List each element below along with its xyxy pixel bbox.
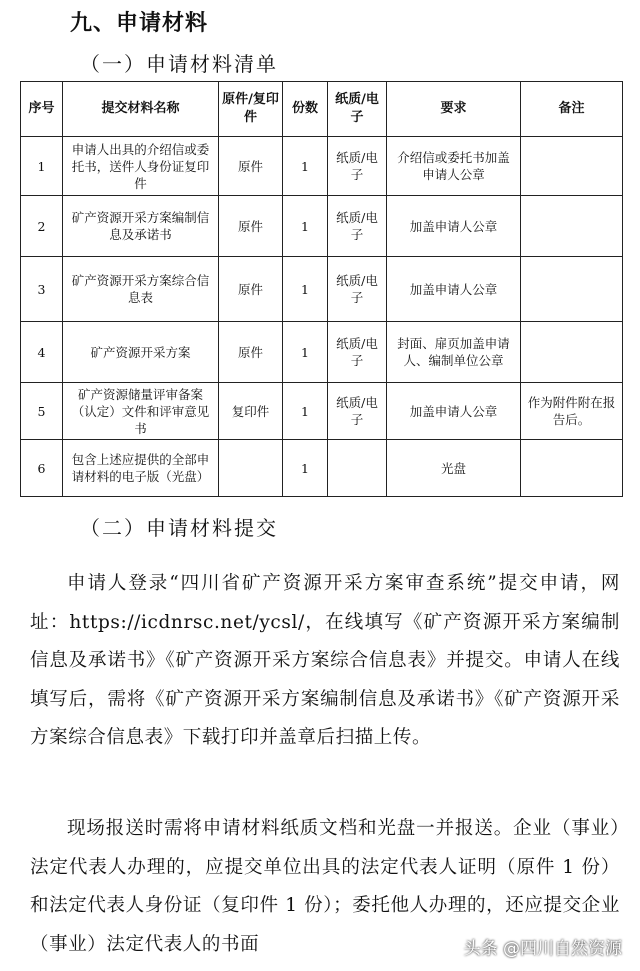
- cell-no: 4: [21, 322, 63, 383]
- paragraph-onsite-submission: 现场报送时需将申请材料纸质文档和光盘一并报送。企业（事业）法定代表人办理的，应提交单位出具的法定代表人证明（原件 1 份）和法定代表人身份证（复印件 1 份）；委托他人办理的，还应提交企业（事业）法定代表人的书面: [30, 818, 620, 955]
- header-requirement: 要求: [387, 82, 521, 137]
- cell-no: 6: [21, 440, 63, 497]
- cell-requirement: 光盘: [387, 440, 521, 497]
- table-row: [21, 322, 623, 383]
- cell-type: 原件: [219, 257, 283, 322]
- cell-type: [219, 440, 283, 497]
- cell-media: 纸质/电子: [328, 137, 387, 196]
- cell-note: [521, 322, 623, 383]
- cell-count: 1: [283, 257, 328, 322]
- cell-note: [521, 137, 623, 196]
- header-name: 提交材料名称: [63, 82, 219, 137]
- header-note: 备注: [521, 82, 623, 137]
- section-title: 九、申请材料: [70, 11, 209, 36]
- cell-name: 包含上述应提供的全部申请材料的电子版（光盘）: [63, 440, 219, 497]
- cell-count: 1: [283, 137, 328, 196]
- cell-type: 原件: [219, 322, 283, 383]
- cell-no: 1: [21, 137, 63, 196]
- cell-name: 矿产资源开采方案编制信息及承诺书: [63, 196, 219, 257]
- cell-note: 作为附件附在报告后。: [521, 383, 623, 440]
- table-header-row: [21, 82, 623, 137]
- cell-name: 矿产资源储量评审备案（认定）文件和评审意见书: [63, 383, 219, 440]
- table-row: [21, 196, 623, 257]
- cell-no: 2: [21, 196, 63, 257]
- cell-media: 纸质/电子: [328, 257, 387, 322]
- cell-count: 1: [283, 196, 328, 257]
- source-watermark: 头条 @四川自然资源: [460, 934, 626, 959]
- cell-name: 申请人出具的介绍信或委托书，送件人身份证复印件: [63, 137, 219, 196]
- cell-name: 矿产资源开采方案: [63, 322, 219, 383]
- table-row: [21, 137, 623, 196]
- cell-count: 1: [283, 440, 328, 497]
- cell-type: 复印件: [219, 383, 283, 440]
- cell-count: 1: [283, 383, 328, 440]
- cell-note: [521, 440, 623, 497]
- cell-type: 原件: [219, 196, 283, 257]
- cell-no: 5: [21, 383, 63, 440]
- cell-no: 3: [21, 257, 63, 322]
- table-row: [21, 440, 623, 497]
- cell-note: [521, 196, 623, 257]
- cell-type: 原件: [219, 137, 283, 196]
- cell-requirement: 介绍信或委托书加盖申请人公章: [387, 137, 521, 196]
- paragraph-online-submission: 申请人登录“四川省矿产资源开采方案审查系统”提交申请，网址：https://icdnrsc.net/ycsl/，在线填写《矿产资源开采方案编制信息及承诺书》《矿产资源开采方案综合信息表》并提交。申请人在线填写后，需将《矿产资源开采方案编制信息及承诺书》《矿产资源开采方案综合信息表》下载打印并盖章后扫描上传。: [30, 573, 620, 748]
- subsection-title-submit: （二）申请材料提交: [80, 516, 278, 540]
- cell-media: 纸质/电子: [328, 383, 387, 440]
- header-count: 份数: [283, 82, 328, 137]
- subsection-title-list: （一）申请材料清单: [80, 52, 278, 76]
- header-no: 序号: [21, 82, 63, 137]
- cell-note: [521, 257, 623, 322]
- header-media: 纸质/电子: [328, 82, 387, 137]
- materials-table: [20, 81, 623, 497]
- header-type: 原件/复印件: [219, 82, 283, 137]
- cell-name: 矿产资源开采方案综合信息表: [63, 257, 219, 322]
- cell-media: [328, 440, 387, 497]
- cell-media: 纸质/电子: [328, 196, 387, 257]
- cell-requirement: 加盖申请人公章: [387, 257, 521, 322]
- cell-requirement: 封面、扉页加盖申请人、编制单位公章: [387, 322, 521, 383]
- table-row: [21, 383, 623, 440]
- table-row: [21, 257, 623, 322]
- cell-requirement: 加盖申请人公章: [387, 383, 521, 440]
- cell-count: 1: [283, 322, 328, 383]
- cell-requirement: 加盖申请人公章: [387, 196, 521, 257]
- cell-media: 纸质/电子: [328, 322, 387, 383]
